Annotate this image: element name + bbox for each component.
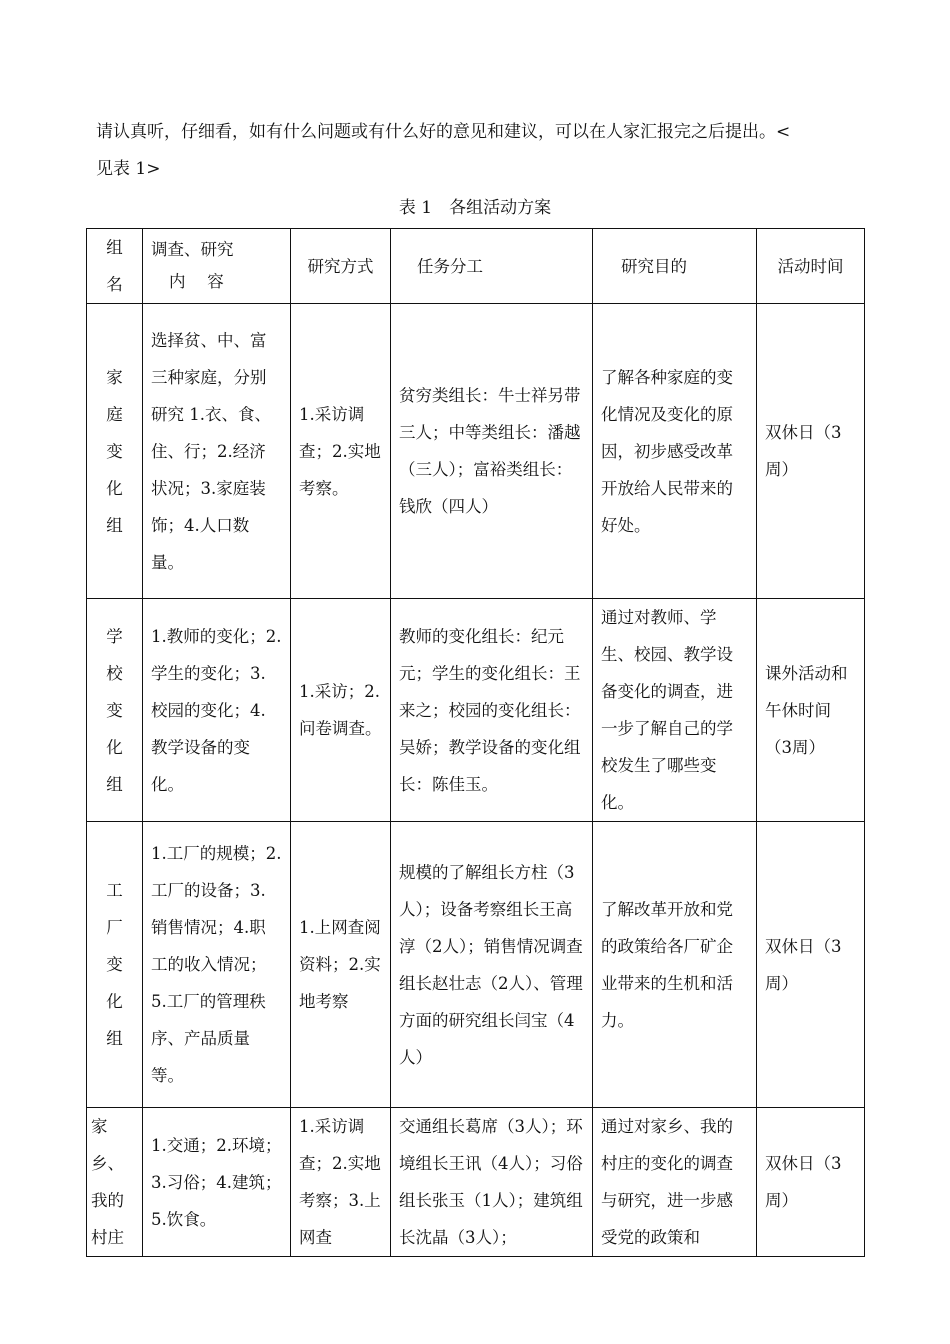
cell-content: 1.教师的变化；2.学生的变化；3.校园的变化；4.教学设备的变化。 [143,599,291,822]
cell-time: 双休日（3周） [757,304,865,599]
cell-purpose: 通过对家乡、我的村庄的变化的调查与研究，进一步感受党的政策和 [593,1108,757,1257]
cell-method: 1.采访调查；2.实地考察。 [291,304,391,599]
cell-group: 工厂变化组 [87,822,143,1108]
header-time: 活动时间 [757,229,865,304]
table-row [87,304,865,599]
intro-paragraph [96,114,866,188]
intro-line-1: 请认真听，仔细看，如有什么问题或有什么好的意见和建议，可以在人家汇报完之后提出。< [96,122,791,142]
header-group-name: 组 名 [87,229,143,304]
cell-method: 1.采访；2.问卷调查。 [291,599,391,822]
table-row [87,822,865,1108]
cell-time: 双休日（3周） [757,822,865,1108]
cell-content: 选择贫、中、富三种家庭，分别研究 1.衣、食、住、行；2.经济状况；3.家庭装饰；4.人口数量。 [143,304,291,599]
cell-time: 双休日（3周） [757,1108,865,1257]
cell-purpose: 了解各种家庭的变化情况及变化的原因，初步感受改革开放给人民带来的好处。 [593,304,757,599]
activity-plan-table [86,228,865,1257]
intro-line-2: 见表 1> [96,159,161,179]
cell-content: 1.工厂的规模；2.工厂的设备；3.销售情况；4.职工的收入情况；5.工厂的管理秩序、产品质量等。 [143,822,291,1108]
cell-division: 贫穷类组长：牛士祥另带三人；中等类组长：潘越（三人）；富裕类组长：钱欣（四人） [391,304,593,599]
cell-group: 家乡、我的村庄 [87,1108,143,1257]
cell-group: 学校变化组 [87,599,143,822]
cell-time: 课外活动和午休时间（3周） [757,599,865,822]
table-row [87,599,865,822]
cell-purpose: 通过对教师、学生、校园、教学设备变化的调查，进一步了解自己的学校发生了哪些变化。 [593,599,757,822]
cell-division: 教师的变化组长：纪元元；学生的变化组长：王来之；校园的变化组长：吴娇；教学设备的变化组长：陈佳玉。 [391,599,593,822]
cell-group: 家庭变化组 [87,304,143,599]
header-purpose: 研究目的 [593,229,757,304]
table-header-row [87,229,865,304]
cell-method: 1.采访调查；2.实地考察；3.上网查 [291,1108,391,1257]
header-division: 任务分工 [391,229,593,304]
cell-content: 1.交通；2.环境；3.习俗；4.建筑；5.饮食。 [143,1108,291,1257]
cell-purpose: 了解改革开放和党的政策给各厂矿企业带来的生机和活力。 [593,822,757,1108]
header-method: 研究方式 [291,229,391,304]
cell-division: 规模的了解组长方柱（3人）；设备考察组长王高淳（2人）；销售情况调查组长赵壮志（2人）、管理方面的研究组长闫宝（4人） [391,822,593,1108]
cell-division: 交通组长葛席（3人）；环境组长王讯（4人）；习俗组长张玉（1人）；建筑组长沈晶（3人）； [391,1108,593,1257]
table-caption: 表 1 各组活动方案 [398,198,552,218]
table-row [87,1108,865,1257]
cell-method: 1.上网查阅资料；2.实地考察 [291,822,391,1108]
header-content: 调查、研究 内 容 [143,229,291,304]
